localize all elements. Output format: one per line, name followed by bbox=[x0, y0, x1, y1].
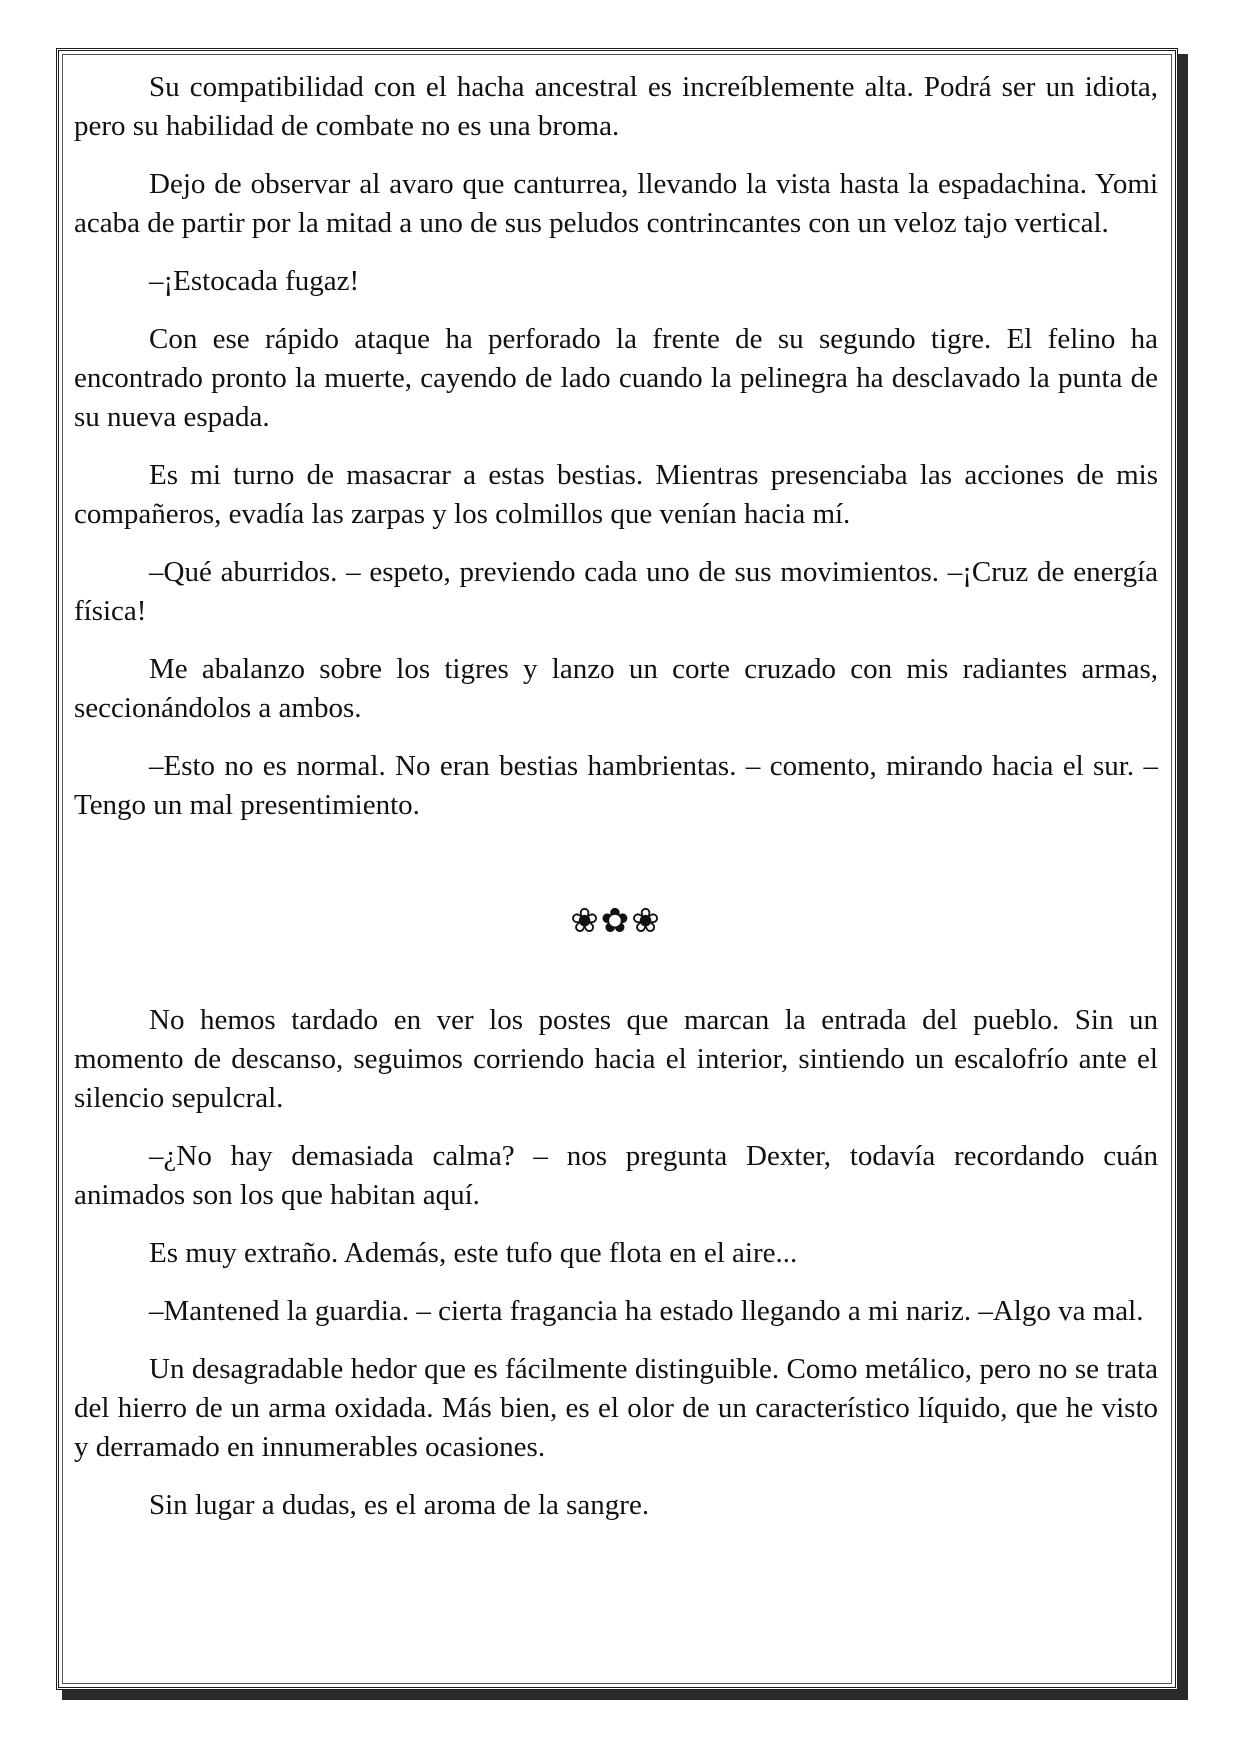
dialogue-paragraph: –¡Estocada fugaz! bbox=[149, 265, 360, 297]
paragraph: Me abalanzo sobre los tigres y lanzo un corte cruzado con mis radiantes armas, seccionándolos a ambos. bbox=[74, 653, 1158, 724]
dialogue-paragraph: –Esto no es normal. No eran bestias hambrientas. – comento, mirando hacia el sur. –Tengo un mal presentimiento. bbox=[74, 750, 1158, 821]
paragraph: Es mi turno de masacrar a estas bestias. Mientras presenciaba las acciones de mis compañeros, evadía las zarpas y los colmillos que venían hacia mí. bbox=[74, 459, 1158, 530]
dialogue-paragraph: –¿No hay demasiada calma? – nos pregunta Dexter, todavía recordando cuán animados son los que habitan aquí. bbox=[74, 1140, 1158, 1211]
paragraph: Dejo de observar al avaro que canturrea, llevando la vista hasta la espadachina. Yomi acaba de partir por la mitad a uno de sus peludos contrincantes con un veloz tajo vertical. bbox=[74, 168, 1158, 239]
dialogue-paragraph: –Mantened la guardia. – cierta fragancia ha estado llegando a mi nariz. –Algo va mal. bbox=[149, 1295, 1144, 1327]
paragraph: Su compatibilidad con el hacha ancestral es increíblemente alta. Podrá ser un idiota, pero su habilidad de combate no es una broma. bbox=[74, 71, 1158, 142]
section-break-ornament: ❀✿❀ bbox=[570, 900, 662, 941]
dialogue-paragraph: –Qué aburridos. – espeto, previendo cada uno de sus movimientos. –¡Cruz de energía física! bbox=[74, 556, 1158, 627]
paragraph: No hemos tardado en ver los postes que marcan la entrada del pueblo. Sin un momento de descanso, seguimos corriendo hacia el interior, sintiendo un escalofrío ante el silencio sepulcral. bbox=[74, 1004, 1158, 1114]
paragraph: Un desagradable hedor que es fácilmente distinguible. Como metálico, pero no se trata del hierro de un arma oxidada. Más bien, es el olor de un característico líquido, que he visto y derramado en innumerables ocasiones. bbox=[74, 1353, 1158, 1463]
document-body bbox=[74, 68, 1158, 1544]
paragraph: Sin lugar a dudas, es el aroma de la sangre. bbox=[149, 1489, 650, 1521]
paragraph: Con ese rápido ataque ha perforado la frente de su segundo tigre. El felino ha encontrado pronto la muerte, cayendo de lado cuando la pelinegra ha desclavado la punta de su nueva espada. bbox=[74, 323, 1158, 433]
paragraph: Es muy extraño. Además, este tufo que flota en el aire... bbox=[149, 1237, 798, 1269]
